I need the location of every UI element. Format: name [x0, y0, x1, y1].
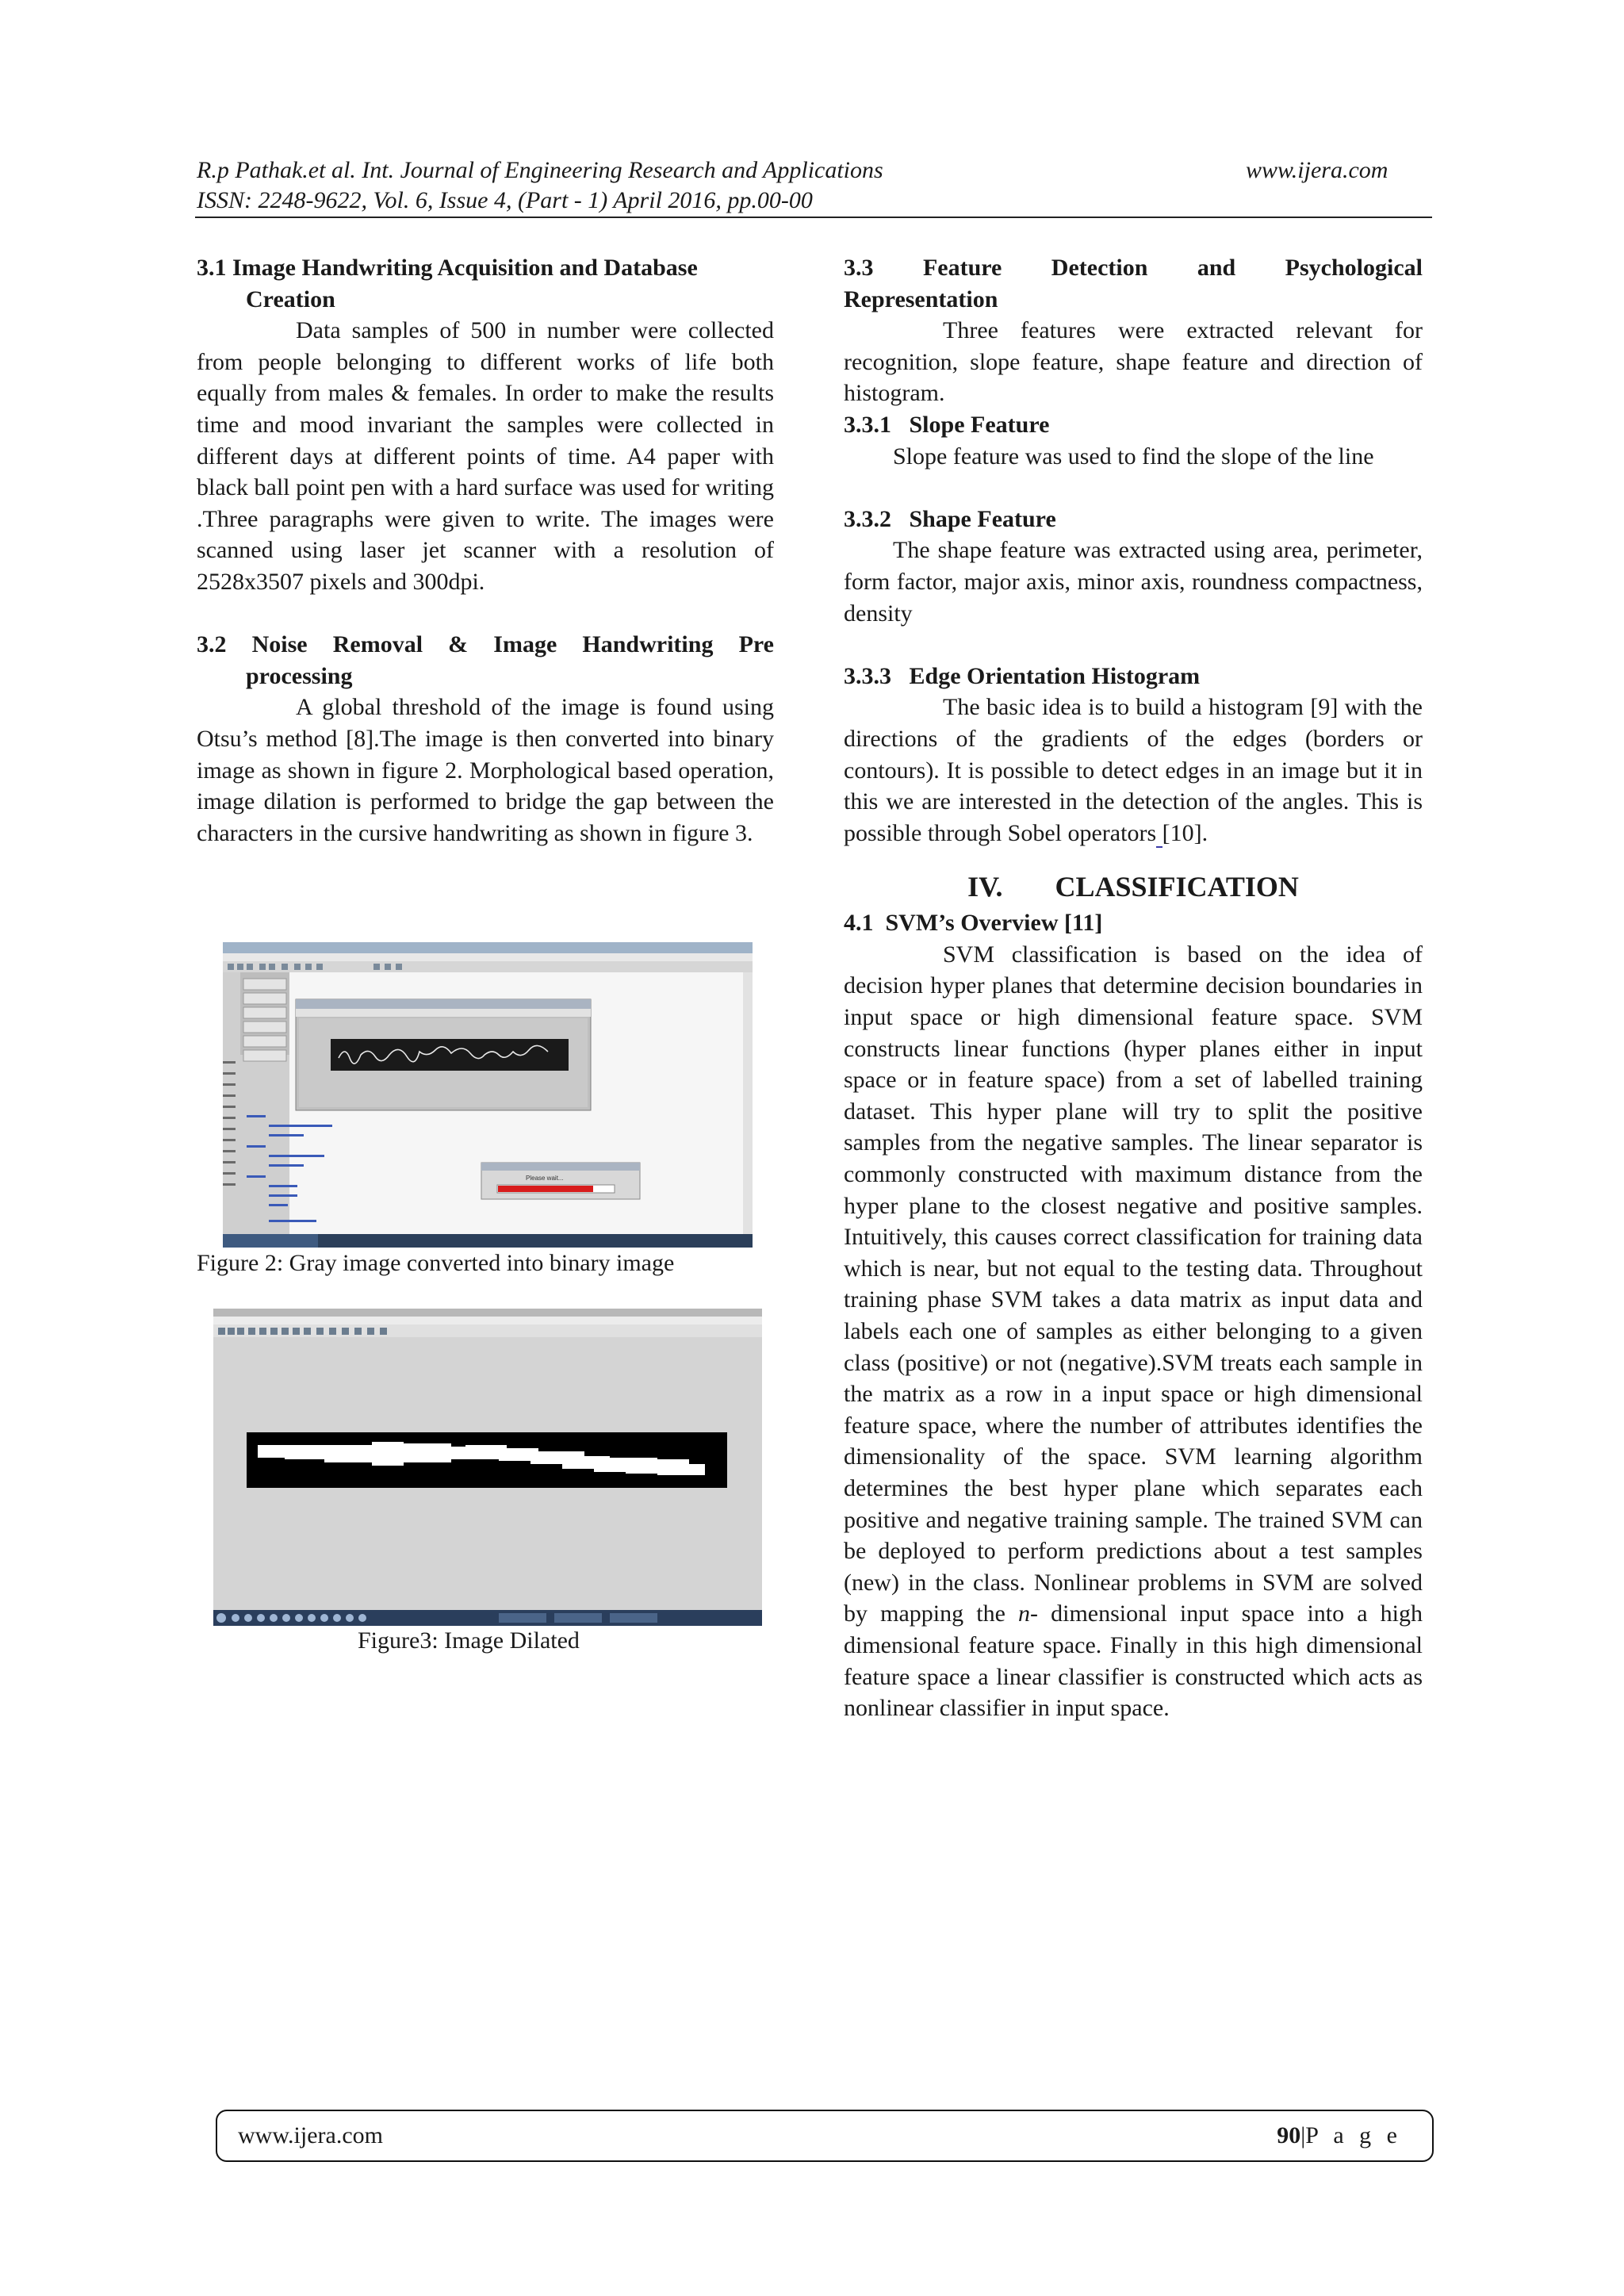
section-4-1-title: 4.1 SVM’s Overview [11] [844, 910, 1103, 937]
section-4-1-body-text-cont: dimensional input space into a high dimensional feature space. Finally in this high dimensional feature space a linear classifier is constructed which acts as nonlinear classifier in input space. [844, 1600, 1423, 1722]
journal-header: R.p Pathak.et al. Int. Journal of Engineering Research and Applications [197, 157, 883, 183]
journal-url[interactable]: www.ijera.com [1246, 157, 1388, 183]
footer-url[interactable]: www.ijera.com [238, 2122, 383, 2148]
section-4-1-italic-n: n- [1018, 1600, 1039, 1627]
section-3-2-title [197, 629, 774, 692]
section-3-3-title-word: 3.3 [844, 255, 874, 281]
section-3-3-2-body: The shape feature was extracted using area, perimeter, form factor, major axis, minor axis, roundness compactness, density [844, 537, 1423, 627]
chapter-title: CLASSIFICATION [1055, 871, 1299, 903]
section-4-1-body [844, 939, 1423, 1724]
section-3-3-title-line2: Representation [844, 286, 998, 312]
reference-link[interactable] [1156, 820, 1162, 848]
issn-line: ISSN: 2248-9622, Vol. 6, Issue 4, (Part - 1) April 2016, pp.00-00 [197, 187, 813, 213]
section-3-2-body: A global threshold of the image is found using Otsu’s method [8].The image is then converted into binary image as shown in figure 2. Morphological based operation, image dilation is performed to bridge the gap between the characters in the cursive handwriting as shown in figure 3. [197, 694, 774, 846]
header-rule [195, 217, 1432, 218]
section-3-3-3-body-text: The basic idea is to build a histogram [9] with the directions of the gradients of the edges (borders or contours). It is possible to detect edges in an image but it in this we are interested in the detection of the angles. This is possible through Sobel operators [844, 694, 1423, 846]
section-3-1-title-line1: 3.1 Image Handwriting Acquisition and Database [197, 255, 698, 281]
section-3-3-title-word: Feature [922, 255, 1002, 281]
section-3-3-3-title: 3.3.3 Edge Orientation Histogram [844, 662, 1201, 689]
figure-3-caption: Figure3: Image Dilated [358, 1627, 580, 1654]
section-3-1-title-line2: Creation [246, 286, 335, 312]
section-3-1-body: Data samples of 500 in number were collected from people belonging to different works of life both equally from males & females. In order to make the results time and mood invariant the samples were collected in different days at different points of time. A4 paper with black ball point pen with a hard surface was used for writing .Three paragraphs were given to write. The images were scanned using laser jet scanner with a resolution of 2528x3507 pixels and 300dpi. [197, 317, 774, 595]
section-3-3-1-title: 3.3.1 Slope Feature [844, 411, 1050, 438]
section-4-1-body-text: SVM classification is based on the idea of decision hyper planes that determine decision boundaries in input space or high dimensional feature space. SVM constructs linear functions (hyper planes either in input space or in feature space) from a set of labelled training dataset. This hyper plane will try to split the positive samples from the negative samples. The linear separator is commonly constructed with maximum distance from the hyper plane to the closest negative and positive samples. Intuitively, this causes correct classification for training data which is near, but not equal to the testing data. Throughout training phase SVM takes a data matrix as input data and labels each one of samples as either belonging to a given class (positive) or not (negative).SVM treats each sample in the matrix as a row in a input space or high dimensional feature space, where the number of attributes identifies the dimensionality of the space. SVM learning algorithm determines the best hyper plane which separates each positive and negative training sample. The trained SVM can be deployed to perform predictions about a test samples (new) in the class. Nonlinear problems in SVM are solved by mapping the [844, 941, 1423, 1627]
section-3-3-title-line1 [844, 252, 1423, 284]
section-3-2-title-line1: 3.2 Noise Removal & Image Handwriting Pre [197, 631, 774, 658]
page-number-value: 90 [1277, 2122, 1301, 2148]
right-column [844, 252, 1423, 1724]
section-3-3-title-word: and [1197, 255, 1236, 281]
section-3-3-title-word: Detection [1051, 255, 1148, 281]
section-3-1-title [197, 252, 774, 315]
page-word: P a g e [1305, 2122, 1402, 2148]
figure-2-image [223, 942, 753, 1248]
chapter-number: IV. [967, 871, 1003, 903]
section-3-3-2-title: 3.3.2 Shape Feature [844, 505, 1056, 532]
section-3-3-title-word: Psychological [1285, 255, 1423, 281]
chapter-heading [844, 869, 1423, 904]
section-3-3-3-body [844, 692, 1423, 849]
figure-3-image [213, 1309, 762, 1626]
section-3-2-title-line2: processing [246, 662, 353, 689]
page-separator: | [1300, 2122, 1306, 2148]
page-footer [216, 2110, 1434, 2162]
section-3-3-3-ref: [10]. [1162, 819, 1208, 846]
progress-dialog-label: Please wait... [526, 1175, 564, 1182]
section-3-3-body: Three features were extracted relevant for recognition, slope feature, shape feature and direction of histogram. [844, 317, 1423, 407]
figure-2-caption: Figure 2: Gray image converted into binary image [197, 1250, 675, 1276]
page-number [1277, 2122, 1402, 2149]
left-column [197, 252, 774, 849]
section-3-3-1-body: Slope feature was used to find the slope of the line [893, 443, 1374, 470]
